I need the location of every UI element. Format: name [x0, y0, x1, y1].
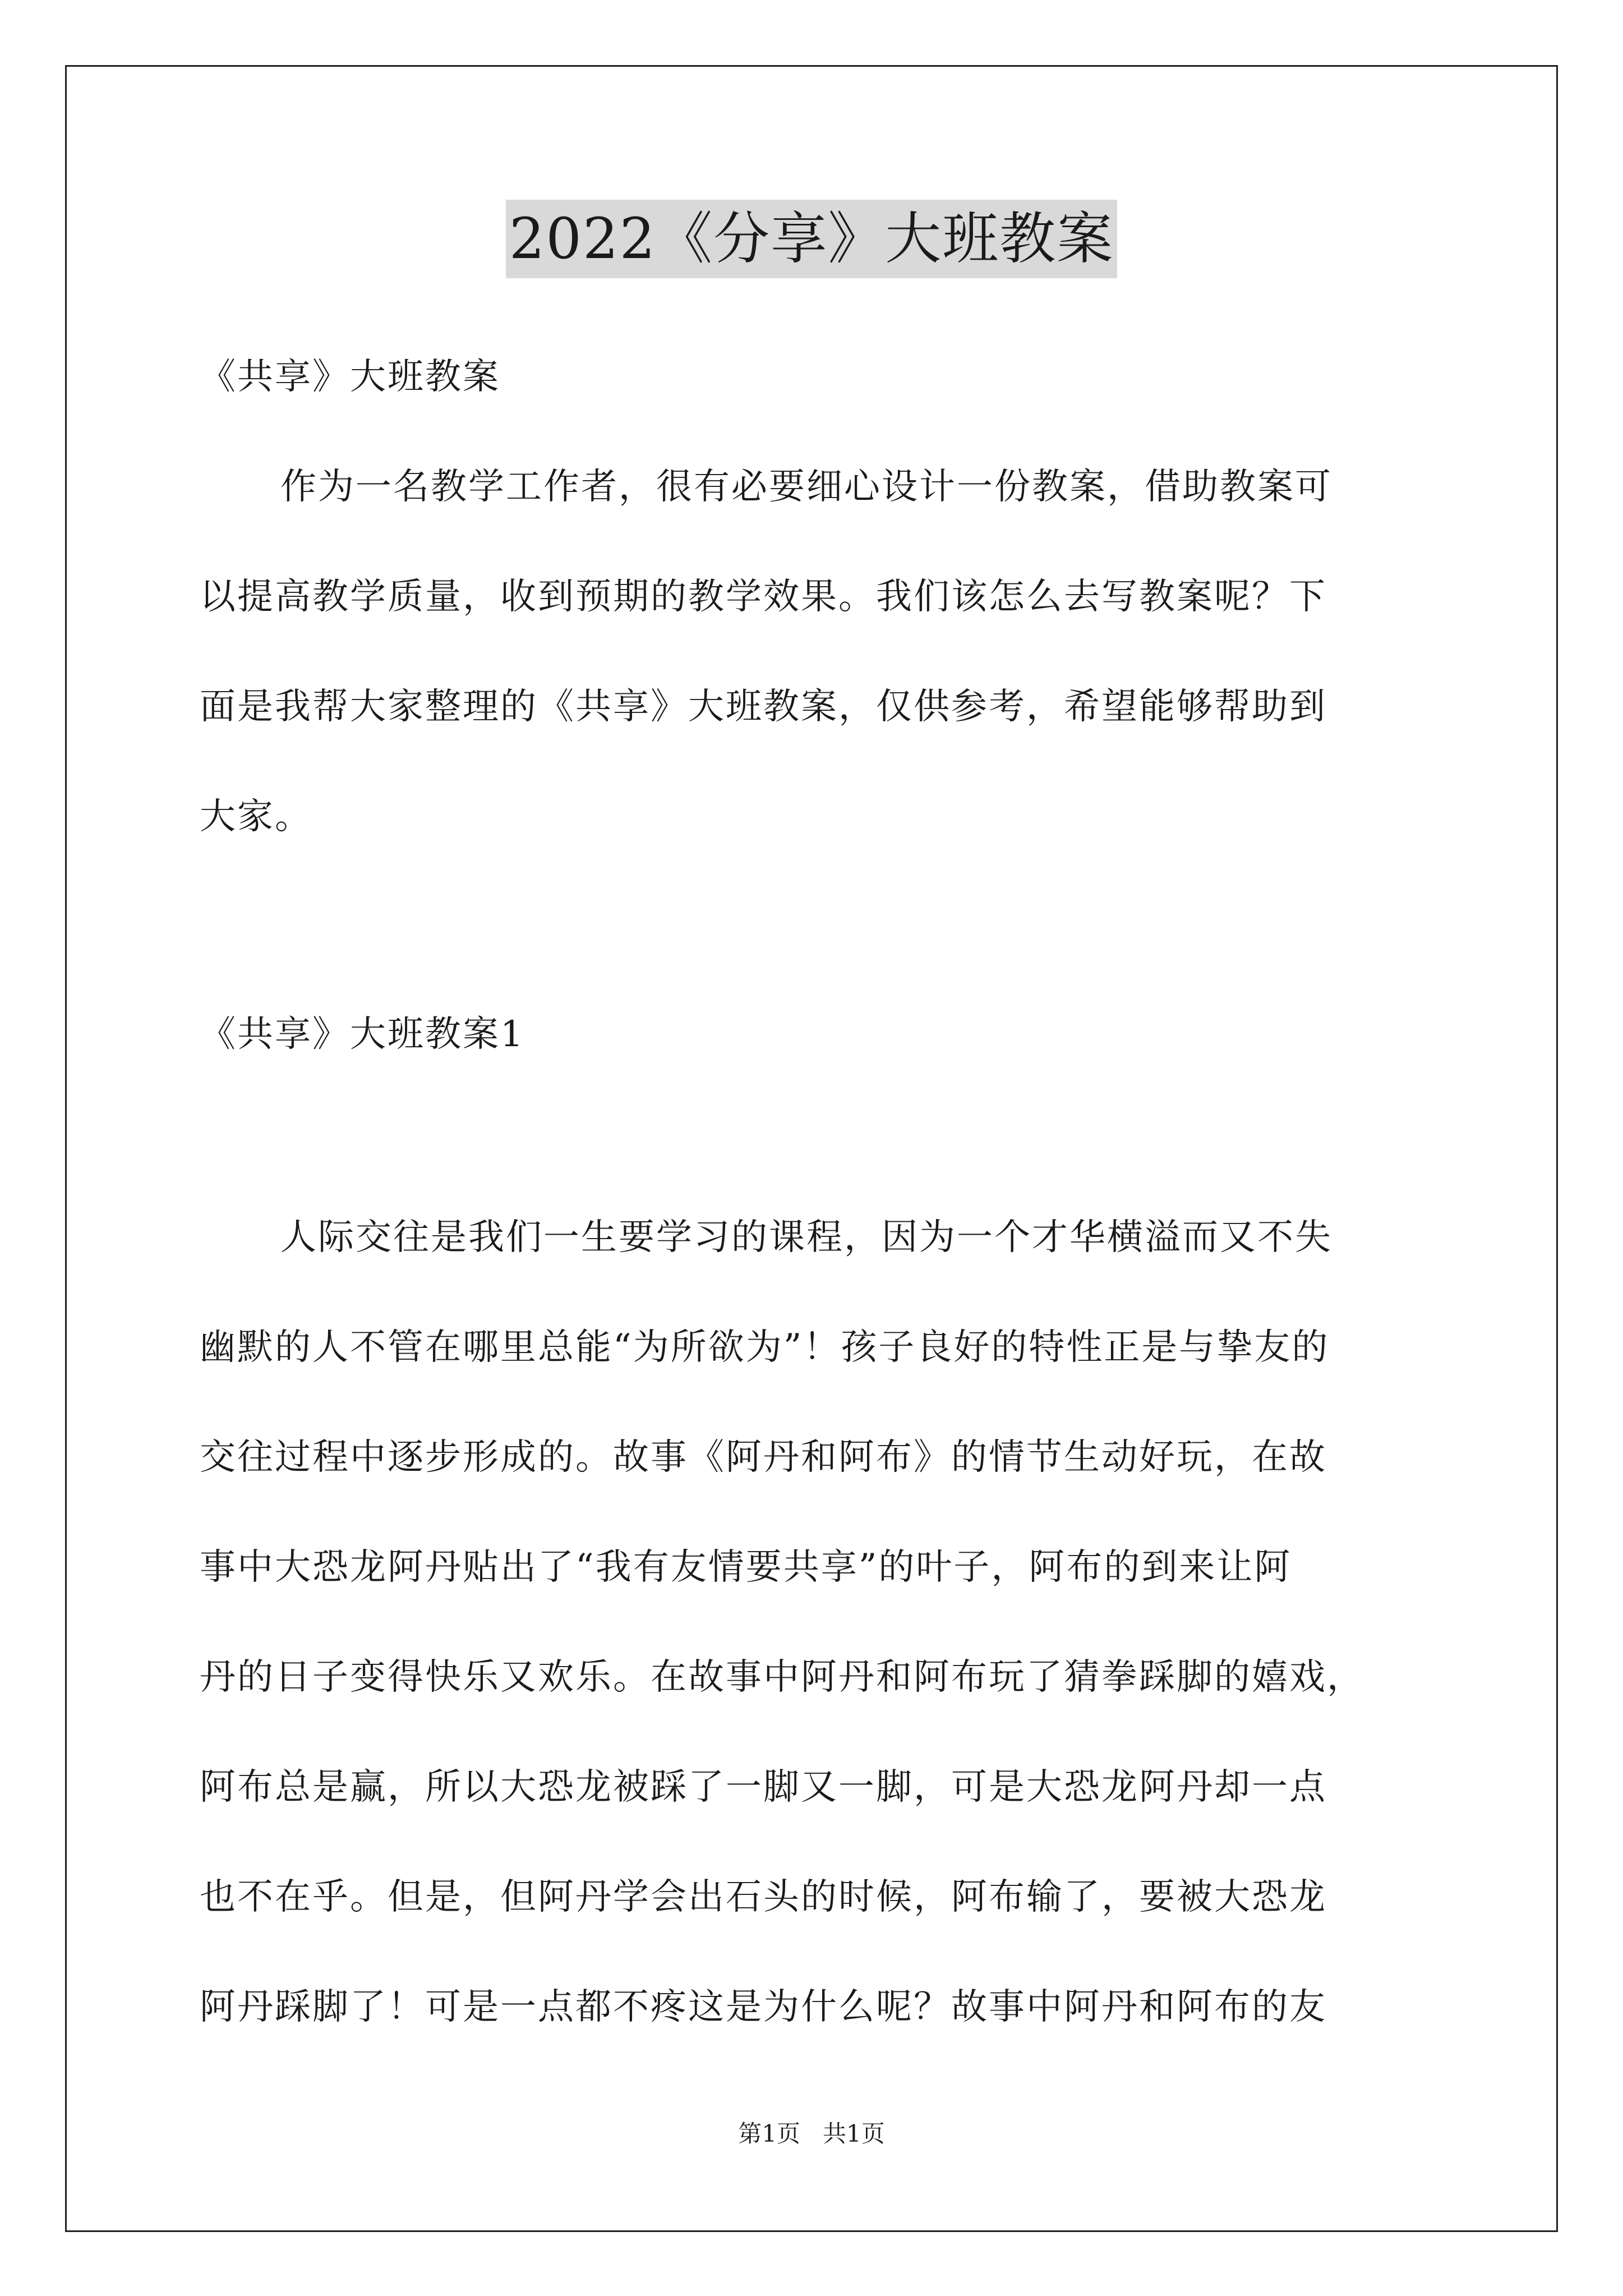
paragraph-line: 交往过程中逐步形成的。故事《阿丹和阿布》的情节生动好玩，在故 [200, 1437, 1327, 1478]
paragraph-line: 大家。 [200, 796, 312, 838]
document-title: 2022《分享》大班教案 [506, 200, 1118, 278]
title-container [0, 200, 1623, 278]
paragraph-line: 阿布总是赢，所以大恐龙被踩了一脚又一脚，可是大恐龙阿丹却一点 [200, 1766, 1327, 1808]
paragraph-line: 幽默的人不管在哪里总能“为所欲为”！孩子良好的特性正是与挚友的 [200, 1327, 1330, 1368]
section-heading: 《共享》大班教案 [200, 356, 500, 398]
paragraph-line: 以提高教学质量，收到预期的教学效果。我们该怎么去写教案呢？下 [200, 576, 1327, 618]
paragraph-line: 丹的日子变得快乐又欢乐。在故事中阿丹和阿布玩了猜拳踩脚的嬉戏， [200, 1657, 1364, 1698]
paragraph-line: 人际交往是我们一生要学习的课程，因为一个才华横溢而又不失 [280, 1217, 1332, 1258]
page-number: 第1页 [738, 2120, 800, 2147]
paragraph-line: 面是我帮大家整理的《共享》大班教案，仅供参考，希望能够帮助到 [200, 686, 1327, 728]
paragraph-line: 事中大恐龙阿丹贴出了“我有友情要共享”的叶子，阿布的到来让阿 [200, 1547, 1292, 1588]
section-heading: 《共享》大班教案1 [200, 1014, 525, 1055]
paragraph-line: 也不在乎。但是，但阿丹学会出石头的时候，阿布输了，要被大恐龙 [200, 1876, 1327, 1918]
page-footer [0, 2118, 1623, 2150]
paragraph-line: 阿丹踩脚了！可是一点都不疼这是为什么呢？故事中阿丹和阿布的友 [200, 1986, 1327, 2028]
page-count: 共1页 [823, 2120, 885, 2147]
paragraph-line: 作为一名教学工作者，很有必要细心设计一份教案，借助教案可 [280, 466, 1332, 508]
